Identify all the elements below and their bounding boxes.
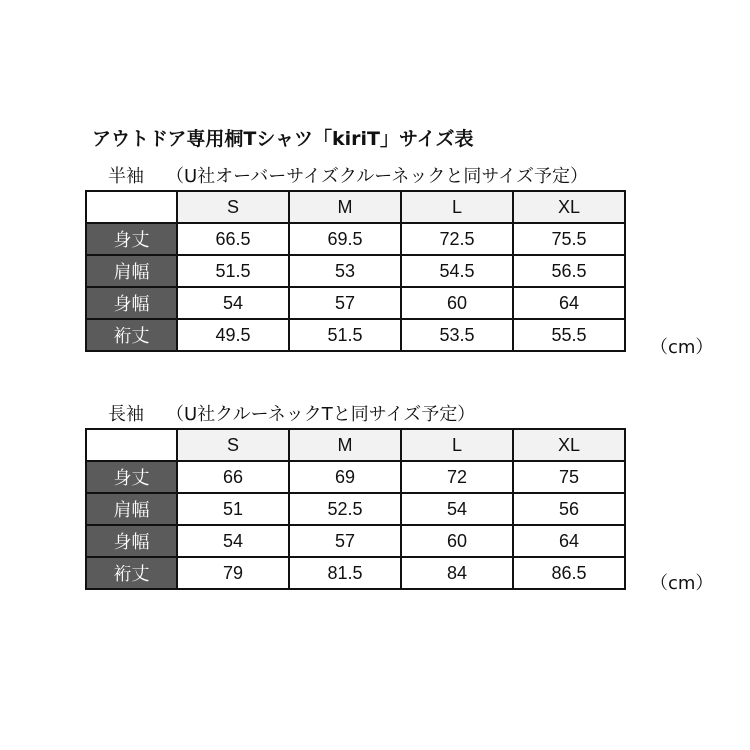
table-cell: 49.5 (177, 319, 289, 351)
page-title: アウトドア専用桐Tシャツ「kiriT」サイズ表 (92, 128, 474, 150)
table-cell: 75 (513, 461, 625, 493)
short-sleeve-caption (108, 162, 588, 188)
table-cell: 69.5 (289, 223, 401, 255)
column-header-xl: XL (513, 191, 625, 223)
column-header-s: S (177, 429, 289, 461)
column-header-m: M (289, 191, 401, 223)
short-sleeve-label: 半袖 (108, 166, 144, 187)
table-cell: 81.5 (289, 557, 401, 589)
table-cell: 52.5 (289, 493, 401, 525)
table-cell: 57 (289, 287, 401, 319)
table-cell: 54 (401, 493, 513, 525)
table-cell: 54 (177, 287, 289, 319)
short-sleeve-size-table (85, 190, 626, 352)
table-cell: 51 (177, 493, 289, 525)
column-header-l: L (401, 191, 513, 223)
row-header: 裄丈 (86, 319, 177, 351)
unit-label: （cm） (650, 573, 714, 594)
column-header-s: S (177, 191, 289, 223)
table-row (86, 493, 625, 525)
table-cell: 66 (177, 461, 289, 493)
table-row (86, 319, 625, 351)
row-header: 身丈 (86, 223, 177, 255)
short-sleeve-note: （U社オーバーサイズクルーネックと同サイズ予定） (166, 166, 588, 187)
table-cell: 53.5 (401, 319, 513, 351)
corner-cell (86, 191, 177, 223)
row-header: 肩幅 (86, 255, 177, 287)
table-cell: 53 (289, 255, 401, 287)
table-row (86, 461, 625, 493)
row-header: 身幅 (86, 525, 177, 557)
table-cell: 64 (513, 525, 625, 557)
header-row (86, 429, 625, 461)
row-header: 身丈 (86, 461, 177, 493)
table-row (86, 287, 625, 319)
long-sleeve-note: （U社クルーネックTと同サイズ予定） (166, 404, 476, 425)
long-sleeve-size-table (85, 428, 626, 590)
long-sleeve-caption (108, 400, 475, 426)
header-row (86, 191, 625, 223)
table-row (86, 557, 625, 589)
table-cell: 69 (289, 461, 401, 493)
table-cell: 72.5 (401, 223, 513, 255)
table-cell: 72 (401, 461, 513, 493)
table-cell: 55.5 (513, 319, 625, 351)
row-header: 肩幅 (86, 493, 177, 525)
table-cell: 51.5 (289, 319, 401, 351)
table-cell: 56 (513, 493, 625, 525)
table-cell: 60 (401, 525, 513, 557)
table-cell: 84 (401, 557, 513, 589)
unit-label: （cm） (650, 337, 714, 358)
table-row (86, 223, 625, 255)
long-sleeve-label: 長袖 (108, 404, 144, 425)
table-row (86, 255, 625, 287)
table-cell: 66.5 (177, 223, 289, 255)
table-cell: 54 (177, 525, 289, 557)
table-cell: 56.5 (513, 255, 625, 287)
column-header-l: L (401, 429, 513, 461)
table-cell: 51.5 (177, 255, 289, 287)
table-cell: 64 (513, 287, 625, 319)
table-cell: 54.5 (401, 255, 513, 287)
table-row (86, 525, 625, 557)
column-header-m: M (289, 429, 401, 461)
table-cell: 86.5 (513, 557, 625, 589)
table-cell: 57 (289, 525, 401, 557)
table-cell: 79 (177, 557, 289, 589)
row-header: 身幅 (86, 287, 177, 319)
table-cell: 60 (401, 287, 513, 319)
table-cell: 75.5 (513, 223, 625, 255)
column-header-xl: XL (513, 429, 625, 461)
corner-cell (86, 429, 177, 461)
row-header: 裄丈 (86, 557, 177, 589)
